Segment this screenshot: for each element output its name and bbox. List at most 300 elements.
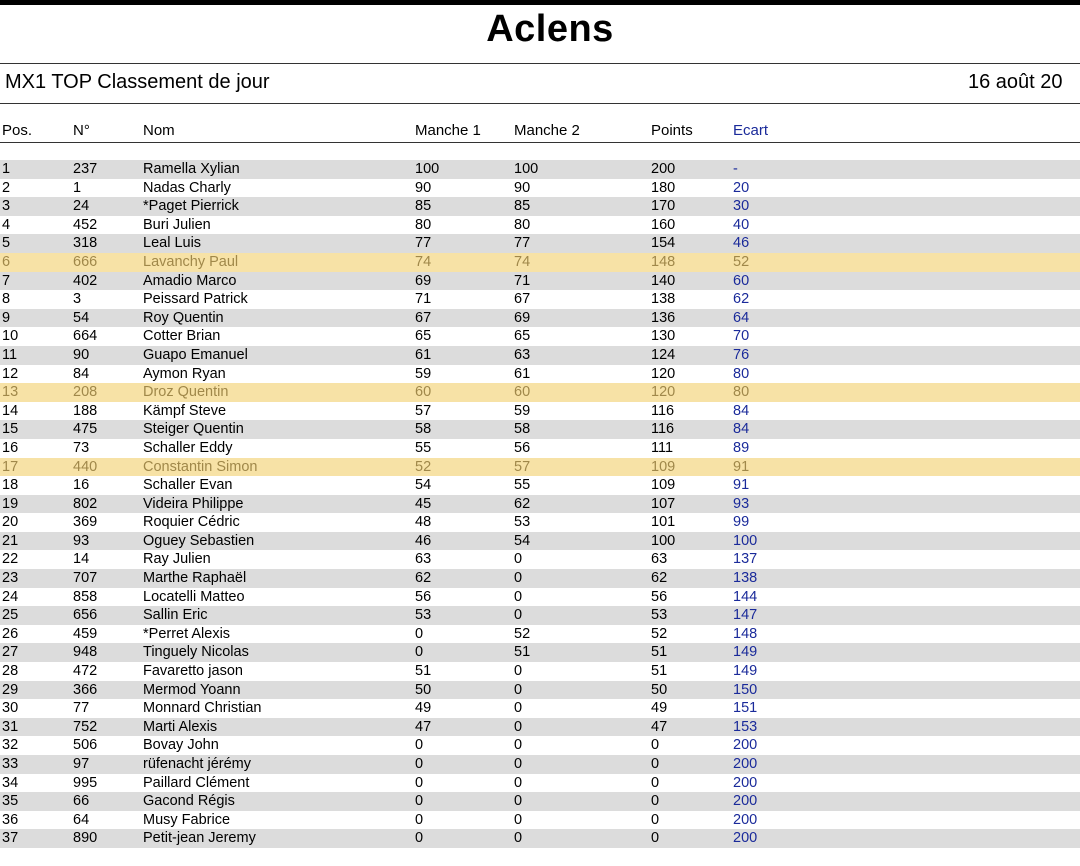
cell-nom: Aymon Ryan [143, 365, 226, 382]
cell-nom: Oguey Sebastien [143, 532, 255, 549]
cell-pos: 35 [2, 793, 19, 810]
cell-manche-1: 52 [415, 458, 432, 475]
cell-pos: 31 [2, 718, 19, 735]
cell-points: 63 [651, 551, 668, 568]
cell-manche-1: 60 [415, 384, 432, 401]
cell-manche-1: 69 [415, 272, 432, 289]
cell-points: 51 [651, 663, 668, 680]
cell-points: 154 [651, 235, 676, 252]
table-row [0, 662, 1080, 681]
cell-points: 130 [651, 328, 676, 345]
cell-points: 0 [651, 774, 660, 791]
cell-manche-2: 71 [514, 272, 531, 289]
cell-pos: 23 [2, 570, 19, 587]
cell-num: 73 [73, 439, 90, 456]
cell-manche-1: 49 [415, 700, 432, 717]
cell-pos: 18 [2, 477, 19, 494]
cell-ecart: 62 [733, 291, 750, 308]
cell-ecart: 93 [733, 495, 750, 512]
cell-manche-1: 71 [415, 291, 432, 308]
cell-nom: Paillard Clément [143, 774, 250, 791]
cell-manche-1: 0 [415, 737, 424, 754]
cell-pos: 19 [2, 495, 19, 512]
header-ecart: Ecart [733, 122, 769, 139]
cell-manche-1: 0 [415, 756, 424, 772]
cell-points: 200 [651, 161, 676, 177]
cell-manche-2: 90 [514, 179, 531, 196]
cell-pos: 13 [2, 384, 19, 401]
cell-manche-2: 60 [514, 384, 531, 401]
cell-ecart: 60 [733, 272, 750, 289]
cell-points: 0 [651, 811, 660, 828]
cell-num: 858 [73, 588, 98, 605]
cell-manche-1: 90 [415, 179, 432, 196]
cell-manche-1: 0 [415, 793, 424, 810]
cell-manche-2: 51 [514, 644, 531, 661]
cell-nom: Droz Quentin [143, 384, 229, 401]
title-divider [0, 63, 1080, 64]
table-row [0, 625, 1080, 644]
cell-points: 120 [651, 365, 676, 382]
table-row [0, 327, 1080, 346]
table-row [0, 476, 1080, 495]
cell-pos: 36 [2, 811, 19, 828]
top-border [0, 0, 1080, 5]
cell-points: 109 [651, 458, 676, 475]
cell-manche-2: 65 [514, 328, 531, 345]
cell-manche-2: 62 [514, 495, 531, 512]
cell-manche-1: 46 [415, 532, 432, 549]
cell-manche-2: 55 [514, 477, 531, 494]
cell-nom: Bovay John [143, 737, 219, 754]
cell-pos: 28 [2, 663, 19, 680]
cell-num: 64 [73, 811, 90, 828]
cell-nom: Musy Fabrice [143, 811, 231, 828]
table-row [0, 681, 1080, 700]
cell-nom: Cotter Brian [143, 328, 221, 345]
header-manche-2: Manche 2 [514, 122, 580, 139]
cell-nom: Mermod Yoann [143, 681, 241, 698]
cell-manche-1: 65 [415, 328, 432, 345]
cell-manche-2: 0 [514, 811, 523, 828]
cell-pos: 14 [2, 402, 19, 419]
cell-ecart: 70 [733, 328, 750, 345]
cell-ecart: 91 [733, 477, 750, 494]
cell-pos: 2 [2, 179, 11, 196]
cell-nom: Sallin Eric [143, 607, 208, 624]
cell-pos: 26 [2, 625, 19, 642]
cell-num: 84 [73, 365, 90, 382]
cell-ecart: 84 [733, 402, 750, 419]
cell-ecart: 100 [733, 532, 758, 549]
cell-manche-2: 0 [514, 681, 523, 698]
cell-manche-2: 63 [514, 346, 531, 363]
table-row [0, 234, 1080, 253]
cell-ecart: 138 [733, 570, 758, 587]
header-manche-1: Manche 1 [415, 122, 481, 139]
cell-ecart: 99 [733, 514, 750, 531]
table-row [0, 755, 1080, 774]
cell-ecart: 150 [733, 681, 758, 698]
header-pos: Pos. [2, 122, 33, 139]
table-row [0, 829, 1080, 848]
ranking-subtitle: MX1 TOP Classement de jour [5, 71, 270, 93]
cell-nom: Petit-jean Jeremy [143, 830, 256, 847]
cell-points: 0 [651, 756, 660, 772]
cell-points: 120 [651, 384, 676, 401]
cell-nom: Peissard Patrick [143, 291, 248, 308]
event-date: 16 août 20 [968, 71, 1063, 93]
table-row [0, 216, 1080, 235]
cell-manche-2: 0 [514, 663, 523, 680]
cell-nom: rüfenacht jérémy [143, 756, 251, 772]
cell-manche-2: 0 [514, 570, 523, 587]
cell-manche-2: 85 [514, 198, 531, 215]
cell-manche-2: 57 [514, 458, 531, 475]
cell-ecart: 52 [733, 253, 750, 270]
cell-ecart: 80 [733, 365, 750, 382]
cell-nom: Ramella Xylian [143, 161, 240, 177]
cell-num: 707 [73, 570, 98, 587]
cell-points: 124 [651, 346, 676, 363]
cell-num: 14 [73, 551, 90, 568]
cell-ecart: 144 [733, 588, 758, 605]
cell-nom: Favaretto jason [143, 663, 243, 680]
cell-points: 170 [651, 198, 676, 215]
cell-manche-2: 0 [514, 756, 523, 772]
cell-nom: Locatelli Matteo [143, 588, 245, 605]
cell-manche-2: 74 [514, 253, 531, 270]
table-row [0, 290, 1080, 309]
subtitle-divider [0, 103, 1080, 104]
cell-manche-2: 52 [514, 625, 531, 642]
cell-points: 148 [651, 253, 676, 270]
cell-num: 77 [73, 700, 90, 717]
cell-num: 93 [73, 532, 90, 549]
cell-num: 66 [73, 793, 90, 810]
table-row [0, 792, 1080, 811]
table-row [0, 197, 1080, 216]
cell-manche-2: 0 [514, 588, 523, 605]
cell-manche-2: 0 [514, 551, 523, 568]
cell-num: 440 [73, 458, 98, 475]
table-row [0, 383, 1080, 402]
cell-manche-2: 0 [514, 718, 523, 735]
cell-ecart: 149 [733, 644, 758, 661]
cell-points: 50 [651, 681, 668, 698]
table-row [0, 160, 1080, 179]
header-nom: Nom [143, 122, 175, 139]
cell-num: 664 [73, 328, 98, 345]
ranking-table [0, 160, 1080, 848]
cell-points: 0 [651, 737, 660, 754]
cell-manche-1: 61 [415, 346, 432, 363]
cell-manche-1: 0 [415, 625, 424, 642]
cell-ecart: 46 [733, 235, 750, 252]
cell-points: 116 [651, 402, 675, 419]
cell-manche-1: 50 [415, 681, 432, 698]
cell-ecart: 89 [733, 439, 750, 456]
cell-num: 948 [73, 644, 98, 661]
cell-points: 0 [651, 793, 660, 810]
cell-nom: Leal Luis [143, 235, 202, 252]
cell-pos: 34 [2, 774, 19, 791]
table-row [0, 811, 1080, 830]
cell-nom: Amadio Marco [143, 272, 237, 289]
cell-manche-1: 54 [415, 477, 432, 494]
cell-ecart: - [733, 161, 738, 177]
cell-manche-2: 0 [514, 607, 523, 624]
cell-nom: Monnard Christian [143, 700, 262, 717]
cell-manche-2: 80 [514, 216, 531, 233]
cell-points: 62 [651, 570, 668, 587]
table-row [0, 402, 1080, 421]
cell-manche-2: 0 [514, 737, 523, 754]
cell-manche-2: 0 [514, 774, 523, 791]
cell-pos: 20 [2, 514, 19, 531]
cell-pos: 33 [2, 756, 19, 772]
cell-pos: 29 [2, 681, 19, 698]
table-row [0, 550, 1080, 569]
cell-ecart: 151 [733, 700, 758, 717]
cell-ecart: 147 [733, 607, 758, 624]
table-row [0, 346, 1080, 365]
cell-nom: Roy Quentin [143, 309, 224, 326]
cell-points: 0 [651, 830, 660, 847]
cell-num: 506 [73, 737, 98, 754]
cell-num: 995 [73, 774, 98, 791]
cell-manche-1: 56 [415, 588, 432, 605]
cell-ecart: 76 [733, 346, 750, 363]
cell-manche-1: 55 [415, 439, 432, 456]
table-row [0, 736, 1080, 755]
cell-manche-1: 0 [415, 811, 424, 828]
cell-manche-2: 0 [514, 830, 523, 847]
cell-nom: Kämpf Steve [143, 402, 227, 419]
cell-pos: 4 [2, 216, 11, 233]
cell-ecart: 64 [733, 309, 750, 326]
cell-manche-2: 77 [514, 235, 531, 252]
cell-num: 208 [73, 384, 98, 401]
cell-nom: Ray Julien [143, 551, 211, 568]
cell-manche-1: 48 [415, 514, 432, 531]
cell-nom: Schaller Eddy [143, 439, 233, 456]
cell-pos: 6 [2, 253, 11, 270]
cell-manche-2: 54 [514, 532, 531, 549]
header-divider [0, 142, 1080, 143]
cell-points: 116 [651, 421, 675, 438]
cell-ecart: 148 [733, 625, 758, 642]
cell-manche-1: 57 [415, 402, 432, 419]
cell-manche-2: 100 [514, 161, 539, 177]
cell-ecart: 20 [733, 179, 750, 196]
cell-ecart: 200 [733, 811, 758, 828]
table-row [0, 569, 1080, 588]
cell-num: 16 [73, 477, 90, 494]
cell-num: 366 [73, 681, 98, 698]
cell-points: 160 [651, 216, 676, 233]
cell-nom: Constantin Simon [143, 458, 258, 475]
cell-nom: *Perret Alexis [143, 625, 231, 642]
cell-points: 136 [651, 309, 676, 326]
table-row [0, 643, 1080, 662]
cell-manche-1: 58 [415, 421, 432, 438]
cell-num: 3 [73, 291, 82, 308]
cell-manche-1: 80 [415, 216, 432, 233]
cell-nom: Buri Julien [143, 216, 211, 233]
cell-ecart: 200 [733, 774, 758, 791]
cell-pos: 17 [2, 458, 19, 475]
cell-nom: Steiger Quentin [143, 421, 244, 438]
cell-ecart: 200 [733, 737, 758, 754]
cell-num: 890 [73, 830, 98, 847]
cell-points: 101 [651, 514, 676, 531]
cell-points: 47 [651, 718, 668, 735]
cell-ecart: 200 [733, 756, 758, 772]
table-row [0, 179, 1080, 198]
cell-ecart: 84 [733, 421, 750, 438]
cell-points: 180 [651, 179, 676, 196]
cell-points: 138 [651, 291, 676, 308]
cell-num: 369 [73, 514, 98, 531]
cell-nom: Tinguely Nicolas [143, 644, 249, 661]
table-row [0, 365, 1080, 384]
table-row [0, 774, 1080, 793]
cell-manche-1: 74 [415, 253, 432, 270]
cell-manche-1: 0 [415, 774, 424, 791]
cell-num: 97 [73, 756, 90, 772]
cell-manche-2: 69 [514, 309, 531, 326]
cell-ecart: 149 [733, 663, 758, 680]
table-row [0, 718, 1080, 737]
cell-manche-1: 63 [415, 551, 432, 568]
cell-num: 318 [73, 235, 98, 252]
cell-pos: 7 [2, 272, 11, 289]
cell-points: 52 [651, 625, 668, 642]
cell-manche-1: 0 [415, 644, 424, 661]
cell-points: 53 [651, 607, 668, 624]
cell-manche-1: 53 [415, 607, 432, 624]
cell-points: 109 [651, 477, 676, 494]
cell-pos: 10 [2, 328, 19, 345]
cell-ecart: 137 [733, 551, 758, 568]
table-row [0, 458, 1080, 477]
cell-nom: Gacond Régis [143, 793, 235, 810]
table-row [0, 588, 1080, 607]
cell-num: 666 [73, 253, 98, 270]
cell-manche-1: 67 [415, 309, 432, 326]
table-row [0, 699, 1080, 718]
cell-nom: Marthe Raphaël [143, 570, 247, 587]
cell-nom: Lavanchy Paul [143, 253, 239, 270]
cell-pos: 5 [2, 235, 11, 252]
cell-points: 51 [651, 644, 668, 661]
cell-nom: *Paget Pierrick [143, 198, 239, 215]
cell-num: 188 [73, 402, 98, 419]
cell-num: 472 [73, 663, 98, 680]
cell-manche-1: 51 [415, 663, 432, 680]
cell-pos: 11 [2, 346, 18, 363]
cell-nom: Marti Alexis [143, 718, 218, 735]
cell-points: 111 [651, 439, 674, 456]
cell-manche-1: 62 [415, 570, 432, 587]
cell-num: 24 [73, 198, 90, 215]
cell-nom: Roquier Cédric [143, 514, 240, 531]
cell-pos: 24 [2, 588, 19, 605]
table-row [0, 495, 1080, 514]
cell-pos: 32 [2, 737, 19, 754]
cell-points: 49 [651, 700, 668, 717]
cell-manche-2: 0 [514, 700, 523, 717]
cell-points: 56 [651, 588, 668, 605]
cell-pos: 8 [2, 291, 11, 308]
cell-pos: 9 [2, 309, 11, 326]
cell-num: 1 [73, 179, 82, 196]
cell-pos: 30 [2, 700, 19, 717]
table-row [0, 309, 1080, 328]
cell-pos: 1 [2, 161, 11, 177]
cell-ecart: 40 [733, 216, 750, 233]
cell-manche-2: 53 [514, 514, 531, 531]
cell-manche-1: 77 [415, 235, 432, 252]
cell-nom: Schaller Evan [143, 477, 233, 494]
cell-points: 100 [651, 532, 676, 549]
table-row [0, 606, 1080, 625]
cell-manche-2: 0 [514, 793, 523, 810]
cell-manche-2: 56 [514, 439, 531, 456]
cell-manche-2: 67 [514, 291, 531, 308]
cell-nom: Videira Philippe [143, 495, 244, 512]
cell-ecart: 153 [733, 718, 758, 735]
cell-ecart: 200 [733, 830, 758, 847]
cell-nom: Nadas Charly [143, 179, 231, 196]
cell-num: 802 [73, 495, 98, 512]
cell-manche-1: 45 [415, 495, 432, 512]
cell-ecart: 200 [733, 793, 758, 810]
cell-num: 90 [73, 346, 90, 363]
cell-points: 107 [651, 495, 676, 512]
cell-manche-1: 0 [415, 830, 424, 847]
venue-title: Aclens [486, 8, 614, 50]
cell-manche-2: 61 [514, 365, 531, 382]
table-row [0, 272, 1080, 291]
cell-ecart: 91 [733, 458, 750, 475]
cell-manche-1: 85 [415, 198, 432, 215]
header-num: N° [73, 122, 90, 139]
cell-num: 54 [73, 309, 90, 326]
table-row [0, 253, 1080, 272]
table-row [0, 532, 1080, 551]
cell-pos: 25 [2, 607, 19, 624]
cell-manche-2: 59 [514, 402, 531, 419]
cell-pos: 15 [2, 421, 19, 438]
header-points: Points [651, 122, 693, 139]
cell-manche-1: 100 [415, 161, 440, 177]
cell-num: 459 [73, 625, 98, 642]
cell-manche-1: 59 [415, 365, 432, 382]
cell-num: 402 [73, 272, 98, 289]
cell-pos: 3 [2, 198, 11, 215]
cell-pos: 21 [2, 532, 19, 549]
cell-pos: 22 [2, 551, 19, 568]
cell-num: 452 [73, 216, 98, 233]
cell-ecart: 30 [733, 198, 750, 215]
cell-num: 475 [73, 421, 98, 438]
table-row [0, 420, 1080, 439]
cell-nom: Guapo Emanuel [143, 346, 248, 363]
cell-pos: 27 [2, 644, 19, 661]
cell-num: 656 [73, 607, 98, 624]
